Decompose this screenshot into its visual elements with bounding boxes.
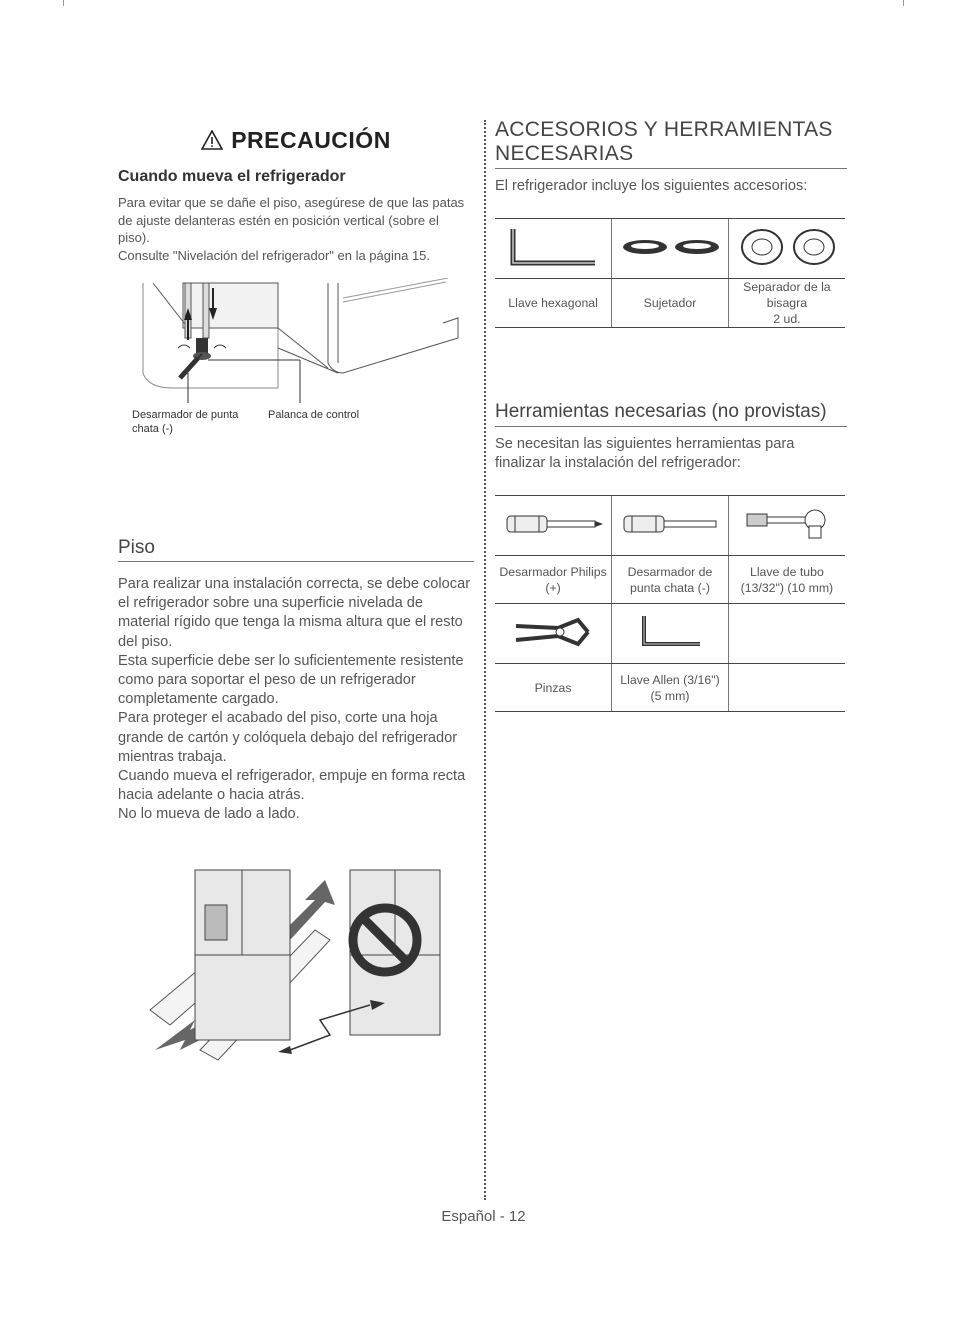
accessories-table (495, 218, 845, 328)
phillips-screwdriver-label: Desarmador Philips (+) (495, 556, 612, 604)
empty-tool-cell (728, 604, 845, 664)
clip-label: Sujetador (612, 279, 729, 328)
caution-text (118, 194, 474, 264)
leveling-leg-figure (128, 278, 468, 408)
hinge-spacer-label (728, 279, 845, 328)
allen-key-label: Llave Allen (3/16") (5 mm) (612, 664, 729, 712)
floor-section (118, 537, 474, 825)
tools-image-row (495, 496, 845, 556)
caution-subtitle: Cuando mueva el refrigerador (118, 168, 346, 185)
tools-table (495, 495, 845, 712)
socket-wrench-icon (728, 496, 845, 556)
lever-caption: Palanca de control (268, 409, 360, 421)
hex-key-icon (495, 219, 612, 279)
pliers-label: Pinzas (495, 664, 612, 712)
moving-refrigerator-figure (140, 860, 450, 1070)
caution-title: PRECAUCIÓN (231, 126, 391, 153)
caution-paragraph: Para evitar que se dañe el piso, asegúrese de que las patas de ajuste delanteras estén en posición vertical (sobre el piso). (118, 195, 465, 245)
floor-paragraph: Esta superficie debe ser lo suficientemente resistente como para soportar el peso de un refrigerador completamente cargado. (118, 652, 464, 708)
leveling-leg-illustration (128, 278, 468, 408)
accessories-intro: El refrigerador incluye los siguientes accesorios: (495, 178, 808, 194)
accessories-label-row (495, 279, 845, 328)
hinge-spacer-quantity: 2 ud. (773, 312, 801, 326)
floor-paragraph: Para realizar una instalación correcta, se debe colocar el refrigerador sobre una superficie nivelada de material rígido que tenga la misma altura que el resto del piso. (118, 576, 471, 650)
accessories-section (495, 118, 847, 712)
accessories-image-row (495, 219, 845, 279)
warning-triangle-icon (201, 130, 223, 150)
caution-heading (118, 122, 474, 158)
socket-wrench-label: Llave de tubo (13/32") (10 mm) (728, 556, 845, 604)
floor-text (118, 575, 474, 825)
floor-paragraph: Cuando mueva el refrigerador, empuje en forma recta hacia adelante o hacia atrás. (118, 768, 466, 804)
column-divider (484, 120, 486, 1200)
tools-section (495, 400, 847, 712)
page-footer: Español - 12 (441, 1208, 526, 1225)
floor-paragraph: No lo mueva de lado a lado. (118, 806, 300, 823)
moving-refrigerator-illustration (140, 860, 450, 1070)
screwdriver-caption: Desarmador de punta chata (-) (132, 409, 239, 435)
floor-paragraph: Para proteger el acabado del piso, corte una hoja grande de cartón y colóquela debajo del refrigerador mientras trabaja. (118, 710, 458, 765)
caution-paragraph: Consulte "Nivelación del refrigerador" en la página 15. (118, 247, 431, 263)
floor-heading: Piso (118, 537, 474, 562)
hinge-spacer-icon (728, 219, 845, 279)
clip-icon (612, 219, 729, 279)
tools-label-row (495, 556, 845, 604)
tools-heading: Herramientas necesarias (no provistas) (495, 400, 847, 427)
tools-label-row-2 (495, 664, 845, 712)
leveling-figure-captions (118, 408, 474, 444)
caution-section (118, 122, 474, 444)
flat-screwdriver-label: Desarmador de punta chata (-) (612, 556, 729, 604)
tools-intro: Se necesitan las siguientes herramientas para finalizar la instalación del refrigerador: (495, 436, 795, 471)
phillips-screwdriver-icon (495, 496, 612, 556)
empty-label-cell (728, 664, 845, 712)
tools-image-row-2 (495, 604, 845, 664)
crop-mark-right (903, 0, 904, 6)
hinge-spacer-name: Separador de la bisagra (743, 280, 831, 310)
crop-mark-left (63, 0, 64, 6)
pliers-icon (495, 604, 612, 664)
hex-key-label: Llave hexagonal (495, 279, 612, 328)
flat-screwdriver-icon (612, 496, 729, 556)
accessories-heading: ACCESORIOS Y HERRAMIENTAS NECESARIAS (495, 118, 847, 169)
allen-key-icon (612, 604, 729, 664)
